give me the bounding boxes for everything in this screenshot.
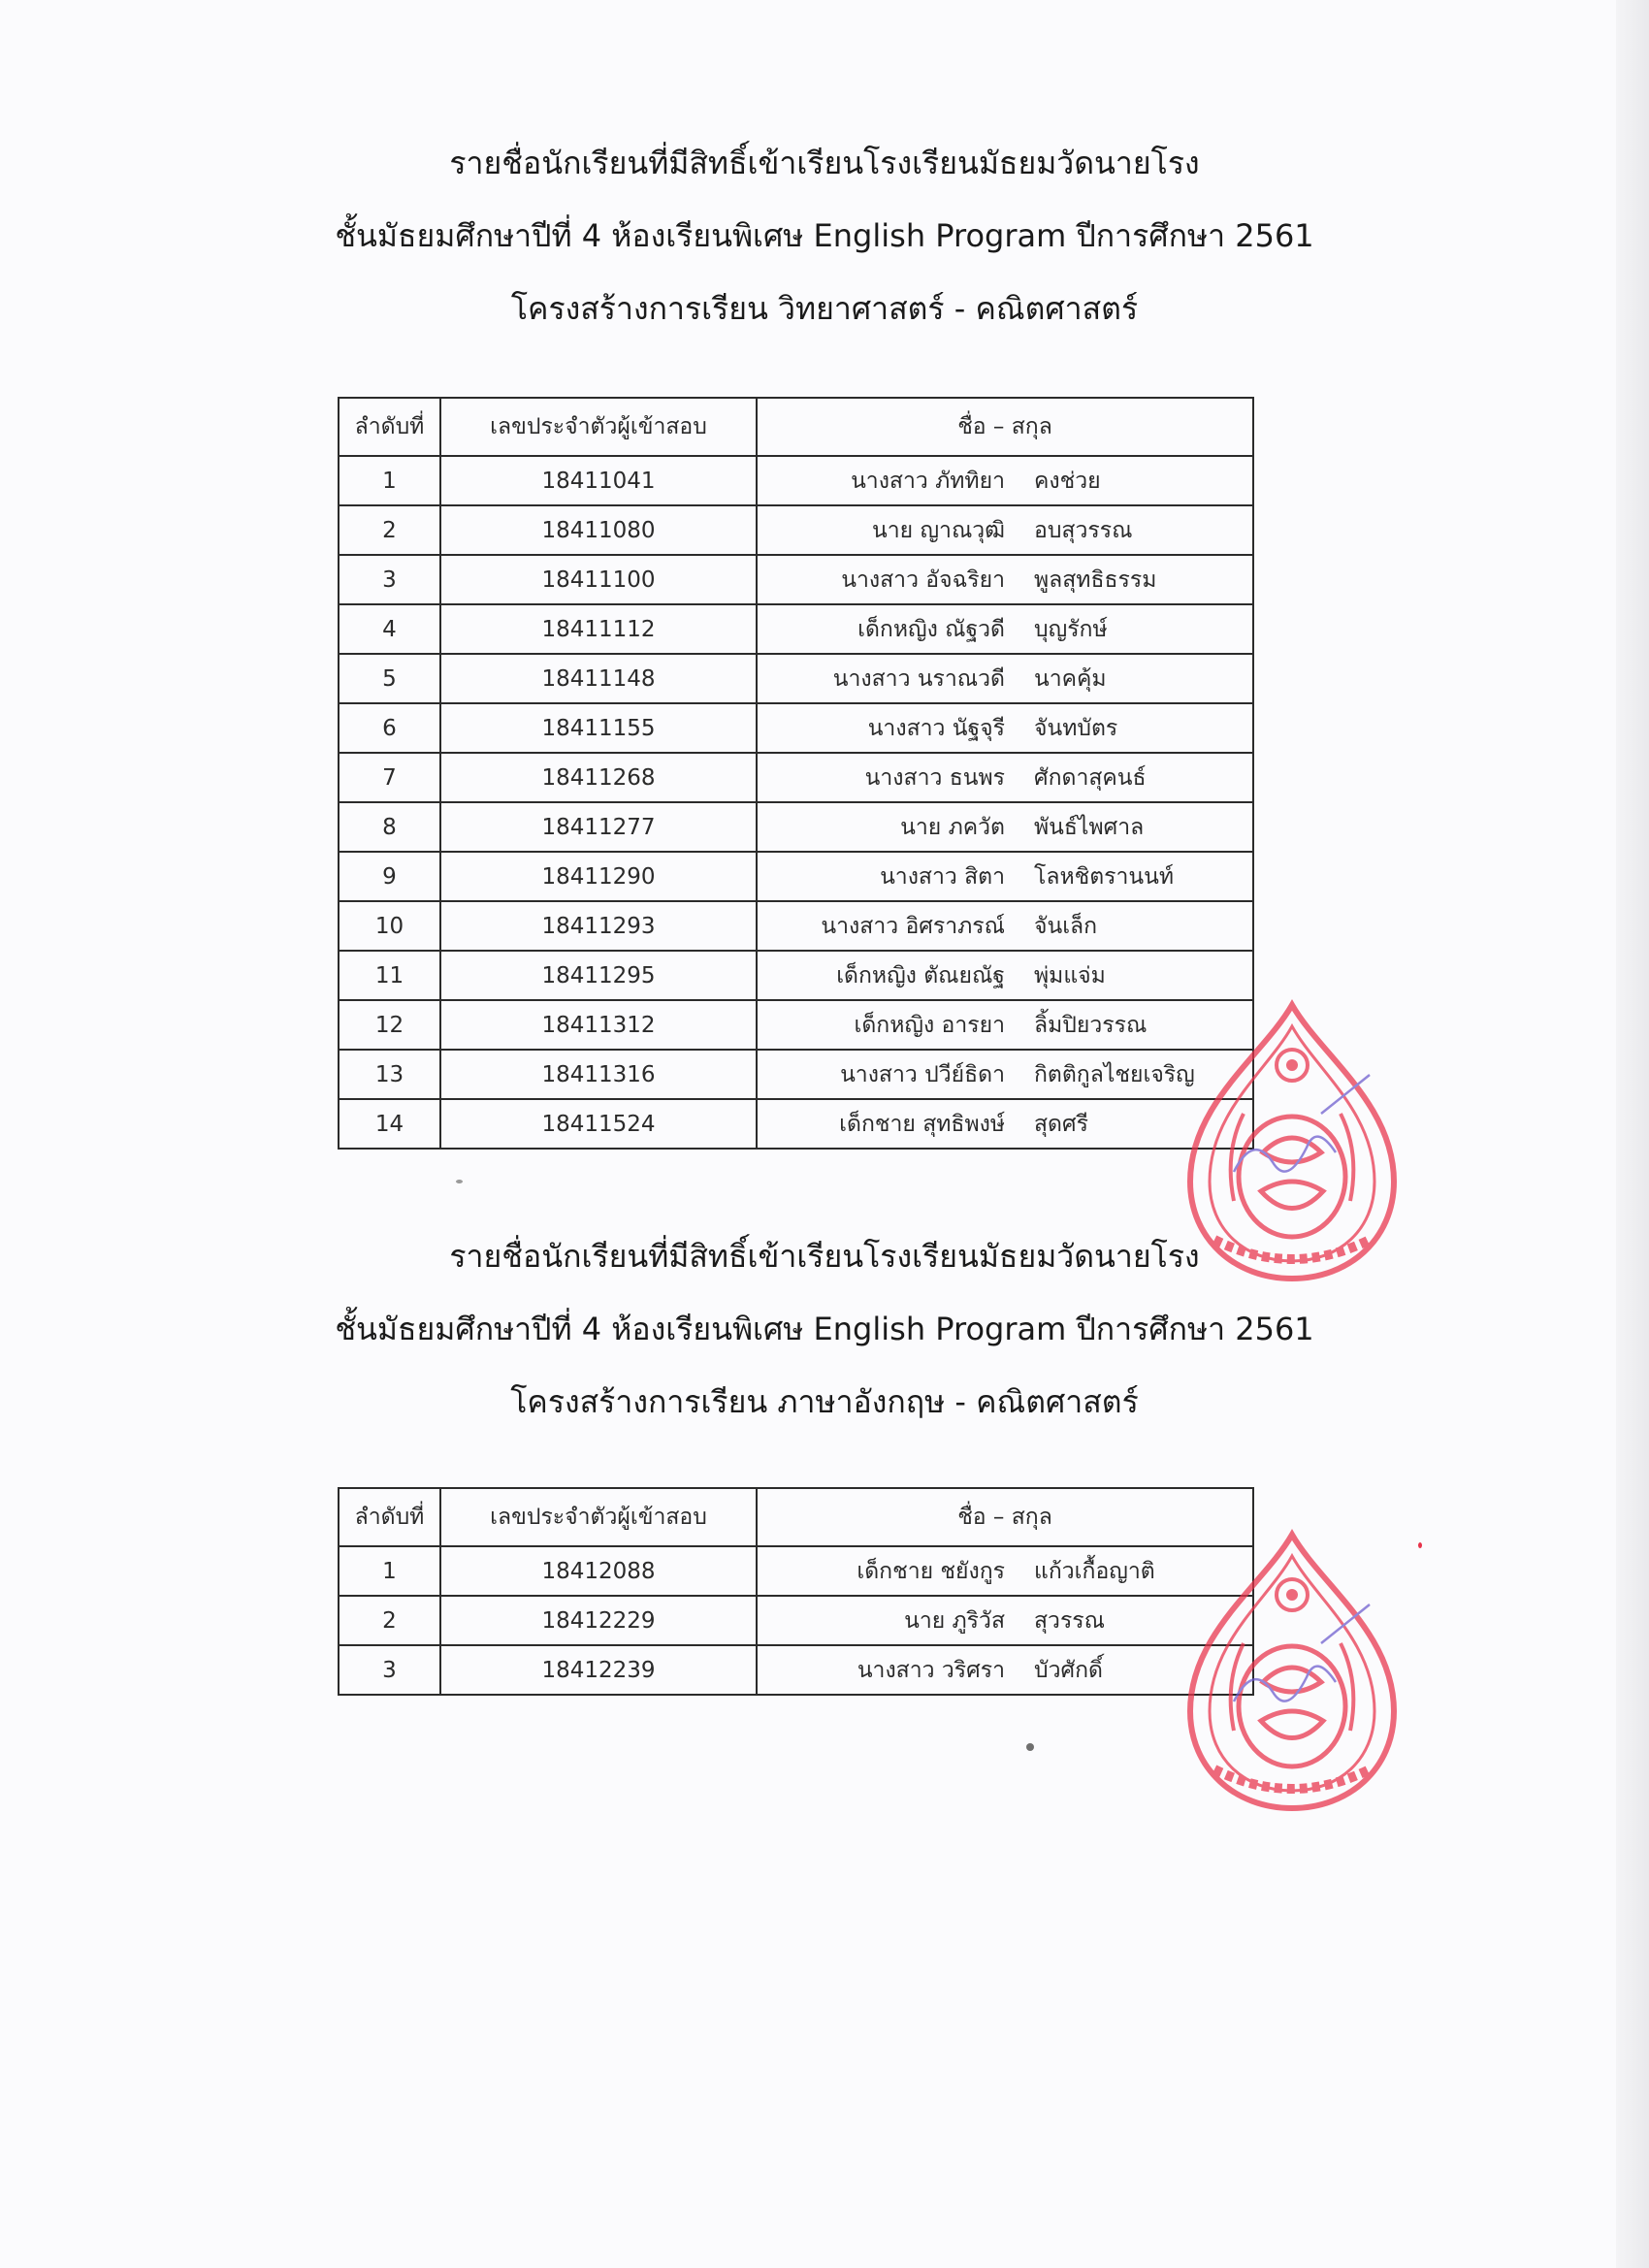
cell-order: 9	[339, 852, 440, 901]
cell-order: 1	[339, 456, 440, 505]
table-row	[339, 703, 1253, 753]
cell-exam-id: 18411316	[440, 1050, 757, 1099]
title-and-first-name: นาย ภควัต	[900, 814, 1005, 840]
name-wrapper	[758, 457, 1252, 504]
cell-exam-id: 18411295	[440, 951, 757, 1000]
cell-full-name	[757, 654, 1253, 703]
header-exam-id: เลขประจำตัวผู้เข้าสอบ	[440, 398, 757, 456]
name-wrapper	[758, 556, 1252, 603]
cell-order: 2	[339, 505, 440, 555]
title-and-first-name: นางสาว นราณวดี	[832, 665, 1005, 692]
cell-full-name	[757, 901, 1253, 951]
cell-exam-id: 18411041	[440, 456, 757, 505]
title-and-first-name: นางสาว นัฐจุรี	[867, 715, 1005, 741]
cell-order: 1	[339, 1546, 440, 1596]
scan-speck	[456, 1180, 463, 1183]
cell-exam-id: 18411312	[440, 1000, 757, 1050]
cell-full-name	[757, 802, 1253, 852]
header-order: ลำดับที่	[339, 398, 440, 456]
title-and-first-name: นางสาว วริศรา	[857, 1657, 1005, 1683]
page-edge-shadow	[1616, 0, 1649, 2268]
cell-exam-id: 18412088	[440, 1546, 757, 1596]
seal-center-motif	[1261, 1668, 1323, 1738]
table-header-row	[339, 1488, 1253, 1546]
surname: บุญรักษ์	[1034, 616, 1108, 642]
cell-exam-id: 18411277	[440, 802, 757, 852]
cell-exam-id: 18411080	[440, 505, 757, 555]
title-and-first-name: นางสาว ปวีย์ธิดา	[840, 1061, 1005, 1087]
table-header-row	[339, 398, 1253, 456]
cell-full-name	[757, 505, 1253, 555]
cell-order: 13	[339, 1050, 440, 1099]
header-order: ลำดับที่	[339, 1488, 440, 1546]
cell-order: 3	[339, 555, 440, 604]
cell-exam-id: 18411268	[440, 753, 757, 802]
seal-center-ring	[1239, 1117, 1345, 1237]
section-2-table-body	[339, 1546, 1253, 1695]
surname: พูลสุทธิธรรม	[1034, 567, 1157, 593]
section-2-roster-table	[338, 1487, 1254, 1696]
cell-exam-id: 18411100	[440, 555, 757, 604]
title-and-first-name: นางสาว อัจฉริยา	[841, 567, 1005, 593]
section-2-title-line-2: ชั้นมัธยมศึกษาปีที่ 4 ห้องเรียนพิเศษ English Program ปีการศึกษา 2561	[335, 1311, 1314, 1347]
surname: พันธ์ไพศาล	[1034, 814, 1145, 840]
section-1-title-line-2: ชั้นมัธยมศึกษาปีที่ 4 ห้องเรียนพิเศษ English Program ปีการศึกษา 2561	[335, 217, 1314, 254]
cell-order: 5	[339, 654, 440, 703]
section-2-title-line-1: รายชื่อนักเรียนที่มีสิทธิ์เข้าเรียนโรงเรียนมัธยมวัดนายโรง	[449, 1238, 1200, 1275]
cell-full-name	[757, 703, 1253, 753]
surname: พุ่มแจ่ม	[1034, 962, 1106, 988]
cell-order: 11	[339, 951, 440, 1000]
cell-order: 3	[339, 1645, 440, 1695]
header-exam-id: เลขประจำตัวผู้เข้าสอบ	[440, 1488, 757, 1546]
name-wrapper	[758, 754, 1252, 801]
name-wrapper	[758, 952, 1252, 999]
cell-full-name	[757, 951, 1253, 1000]
surname: โลหชิตรานนท์	[1034, 863, 1175, 890]
scan-speck	[1418, 1542, 1422, 1548]
cell-order: 10	[339, 901, 440, 951]
title-and-first-name: เด็กหญิง ณัฐวดี	[857, 616, 1005, 642]
surname: จันทบัตร	[1034, 715, 1118, 741]
table-row	[339, 604, 1253, 654]
surname: อบสุวรรณ	[1034, 517, 1133, 543]
cell-exam-id: 18411290	[440, 852, 757, 901]
surname: สุดศรี	[1034, 1111, 1088, 1137]
title-and-first-name: นาย ญาณวุฒิ	[872, 517, 1005, 543]
surname: ศักดาสุคนธ์	[1034, 764, 1147, 791]
name-wrapper	[758, 853, 1252, 900]
name-wrapper	[758, 902, 1252, 950]
table-row	[339, 852, 1253, 901]
header-full-name: ชื่อ – สกุล	[757, 1488, 1253, 1546]
table-row	[339, 1546, 1253, 1596]
cell-order: 12	[339, 1000, 440, 1050]
cell-full-name	[757, 456, 1253, 505]
cell-exam-id: 18411155	[440, 703, 757, 753]
cell-full-name	[757, 604, 1253, 654]
surname: บัวศักดิ์	[1034, 1657, 1103, 1683]
table-row	[339, 1050, 1253, 1099]
seal-side-flourish	[1231, 1643, 1354, 1731]
cell-order: 4	[339, 604, 440, 654]
table-row	[339, 555, 1253, 604]
seal-signature-scribble	[1234, 1604, 1370, 1701]
seal-side-flourish	[1231, 1114, 1354, 1201]
school-seal-stamp-2	[1176, 1527, 1408, 1818]
school-seal-stamp-1	[1176, 997, 1408, 1288]
cell-exam-id: 18411148	[440, 654, 757, 703]
table-row	[339, 1645, 1253, 1695]
surname: กิตติกูลไชยเจริญ	[1034, 1061, 1195, 1087]
seal-center-motif	[1261, 1138, 1323, 1209]
title-and-first-name: นางสาว ภัททิยา	[851, 468, 1005, 494]
title-and-first-name: นาย ภูริวัส	[904, 1607, 1005, 1634]
name-wrapper	[758, 506, 1252, 554]
table-row	[339, 505, 1253, 555]
title-and-first-name: นางสาว อิศราภรณ์	[821, 913, 1005, 939]
cell-order: 14	[339, 1099, 440, 1149]
seal-graphic	[1190, 1005, 1394, 1279]
name-wrapper	[758, 704, 1252, 752]
surname: ลิ้มปิยวรรณ	[1034, 1012, 1148, 1038]
cell-exam-id: 18411524	[440, 1099, 757, 1149]
cell-exam-id: 18412229	[440, 1596, 757, 1645]
header-full-name: ชื่อ – สกุล	[757, 398, 1253, 456]
cell-order: 7	[339, 753, 440, 802]
table-row	[339, 1596, 1253, 1645]
surname: คงช่วย	[1034, 468, 1101, 494]
scan-speck	[1026, 1743, 1034, 1751]
section-2-title-line-3: โครงสร้างการเรียน ภาษาอังกฤษ - คณิตศาสตร์	[510, 1383, 1139, 1420]
seal-graphic	[1190, 1535, 1394, 1808]
title-and-first-name: เด็กหญิง อารยา	[854, 1012, 1005, 1038]
name-wrapper	[758, 605, 1252, 653]
name-wrapper	[758, 803, 1252, 851]
section-1-title-line-1: รายชื่อนักเรียนที่มีสิทธิ์เข้าเรียนโรงเรียนมัธยมวัดนายโรง	[449, 145, 1200, 181]
surname: สุวรรณ	[1034, 1607, 1105, 1634]
surname: จันเล็ก	[1034, 913, 1098, 939]
title-and-first-name: เด็กชาย สุทธิพงษ์	[839, 1111, 1005, 1137]
seal-top-emblem-center	[1286, 1589, 1298, 1601]
table-row	[339, 802, 1253, 852]
cell-order: 8	[339, 802, 440, 852]
section-1-table-body	[339, 456, 1253, 1149]
cell-exam-id: 18411293	[440, 901, 757, 951]
title-and-first-name: เด็กหญิง ตัณยณัฐ	[836, 962, 1005, 988]
name-wrapper	[758, 655, 1252, 702]
surname: แก้วเกื้อญาติ	[1034, 1558, 1155, 1584]
section-1-title-line-3: โครงสร้างการเรียน วิทยาศาสตร์ - คณิตศาสตร์	[510, 290, 1139, 327]
title-and-first-name: เด็กชาย ชยังกูร	[857, 1558, 1005, 1584]
title-and-first-name: นางสาว สิตา	[880, 863, 1005, 890]
table-row	[339, 951, 1253, 1000]
table-row	[339, 753, 1253, 802]
seal-top-emblem-center	[1286, 1059, 1298, 1071]
table-row	[339, 1099, 1253, 1149]
table-row	[339, 1000, 1253, 1050]
title-and-first-name: นางสาว ธนพร	[864, 764, 1005, 791]
cell-order: 6	[339, 703, 440, 753]
cell-full-name	[757, 852, 1253, 901]
table-row	[339, 456, 1253, 505]
table-row	[339, 901, 1253, 951]
cell-full-name	[757, 555, 1253, 604]
section-1-roster-table	[338, 397, 1254, 1150]
surname: นาคคุ้ม	[1034, 665, 1107, 692]
cell-order: 2	[339, 1596, 440, 1645]
seal-center-ring	[1239, 1646, 1345, 1766]
table-row	[339, 654, 1253, 703]
cell-full-name	[757, 753, 1253, 802]
cell-exam-id: 18412239	[440, 1645, 757, 1695]
seal-signature-scribble	[1234, 1075, 1370, 1172]
cell-exam-id: 18411112	[440, 604, 757, 654]
